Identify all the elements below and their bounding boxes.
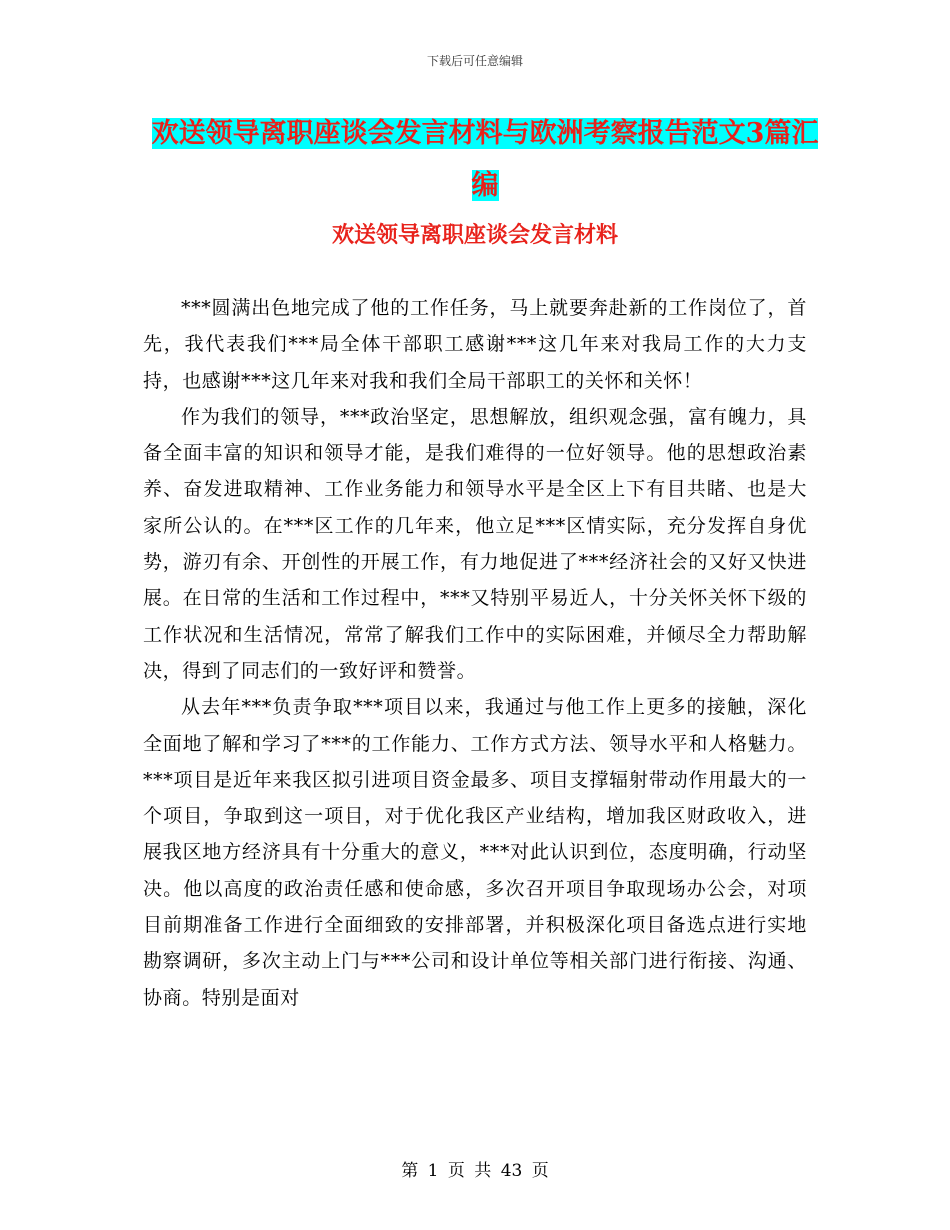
page-header-note: 下载后可任意编辑 xyxy=(426,54,523,68)
document-title-text: 欢送领导离职座谈会发言材料与欧洲考察报告范文3篇汇编 xyxy=(151,118,819,201)
document-body xyxy=(143,290,807,1016)
page-number-footer: 第 1 页 共 43 页 xyxy=(401,1161,549,1181)
document-title xyxy=(150,108,820,212)
paragraph: 作为我们的领导，***政治坚定，思想解放，组织观念强，富有魄力，具备全面丰富的知识和领导才能，是我们难得的一位好领导。他的思想政治素养、奋发进取精神、工作业务能力和领导水平是全区上下有目共睹、也是大家所公认的。在***区工作的几年来，他立足***区情实际，充分发挥自身优势，游刃有余、开创性的开展工作，有力地促进了***经济社会的又好又快进展。在日常的生活和工作过程中，***又特别平易近人，十分关怀关怀下级的工作状况和生活情况，常常了解我们工作中的实际困难，并倾尽全力帮助解决，得到了同志们的一致好评和赞誉。 xyxy=(143,405,807,682)
paragraph: ***圆满出色地完成了他的工作任务，马上就要奔赴新的工作岗位了，首先，我代表我们***局全体干部职工感谢***这几年来对我局工作的大力支持，也感谢***这几年来对我和我们全局干部职工的关怀和关怀！ xyxy=(143,297,807,392)
paragraph: 从去年***负责争取***项目以来，我通过与他工作上更多的接触，深化全面地了解和学习了***的工作能力、工作方式方法、领导水平和人格魅力。***项目是近年来我区拟引进项目资金最多、项目支撑辐射带动作用最大的一个项目，争取到这一项目，对于优化我区产业结构，增加我区财政收入，进展我区地方经济具有十分重大的意义，***对此认识到位，态度明确，行动坚决。他以高度的政治责任感和使命感，多次召开项目争取现场办公会，对项目前期准备工作进行全面细致的安排部署，并积极深化项目备选点进行实地勘察调研，多次主动上门与***公司和设计单位等相关部门进行衔接、沟通、协商。特别是面对 xyxy=(143,696,807,1009)
section-title: 欢送领导离职座谈会发言材料 xyxy=(331,222,618,248)
